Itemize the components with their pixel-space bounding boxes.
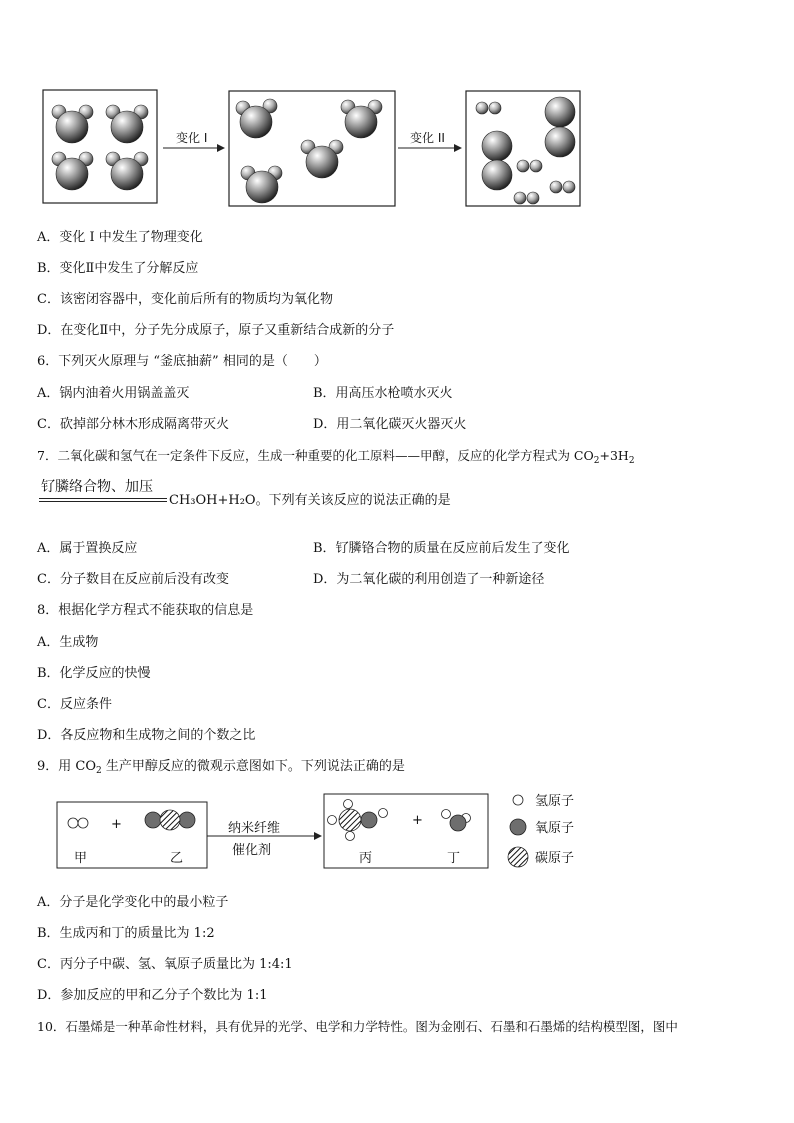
q9-option-b: B．生成丙和丁的质量比为 1:2: [37, 926, 215, 941]
q9-stem: 9．用 $CO_2$ 生产甲醇反应的微观示意图如下。下列说法正确的是: [37, 759, 405, 776]
co2-molecule: [145, 810, 195, 830]
q6-option-d: D．用二氧化碳灭火器灭火: [313, 417, 467, 432]
legend-oxygen-icon: [510, 819, 526, 835]
q7-option-b: B．钌膦铬合物的质量在反应前后发生了变化: [313, 541, 570, 556]
plus-right: +: [412, 813, 423, 828]
q6-option-a: A．锅内油着火用锅盖盖灭: [37, 386, 190, 401]
arrow-change-1-label: 变化 I: [176, 131, 208, 145]
q7-reaction-condition: 钌膦络合物、加压: [41, 479, 153, 495]
q5-option-c: C．该密闭容器中，变化前后所有的物质均为氧化物: [37, 292, 333, 307]
arrow-change-2-label: 变化 II: [410, 131, 445, 145]
q7-option-c: C．分子数目在反应前后没有改变: [37, 572, 229, 587]
q9-option-c: C．丙分子中碳、氢、氧原子质量比为 1:4:1: [37, 957, 293, 972]
q9-option-d: D．参加反应的甲和乙分子个数比为 1:1: [37, 988, 268, 1003]
label-yi: 乙: [170, 851, 184, 866]
q8-option-d: D．各反应物和生成物之间的个数之比: [37, 728, 256, 743]
legend-carbon-icon: [508, 847, 528, 867]
q5-option-a: A．变化 I 中发生了物理变化: [37, 230, 203, 245]
q7-products: CH₃OH+H₂O。下列有关该反应的说法正确的是: [169, 493, 451, 508]
q5-option-b: B．变化Ⅱ中发生了分解反应: [37, 261, 199, 276]
q7-option-a: A．属于置换反应: [37, 541, 138, 556]
label-bing: 丙: [359, 851, 373, 866]
q8-stem: 8．根据化学方程式不能获取的信息是: [37, 603, 254, 618]
label-ding: 丁: [447, 851, 461, 866]
q8-option-b: B．化学反应的快慢: [37, 666, 151, 681]
plus-left: +: [111, 817, 122, 832]
legend-oxygen-label: 氧原子: [535, 821, 575, 836]
q7-option-d: D．为二氧化碳的利用创造了一种新途径: [313, 572, 545, 587]
q6-stem: 6．下列灭火原理与 “釜底抽薪” 相同的是（ ）: [37, 354, 327, 369]
molecule-change-diagram: [0, 80, 794, 215]
legend-hydrogen-label: 氢原子: [535, 794, 575, 809]
q6-option-b: B．用高压水枪喷水灭火: [313, 386, 453, 401]
q8-option-c: C．反应条件: [37, 697, 112, 712]
q7-condition-rule: [39, 498, 167, 502]
label-jia: 甲: [74, 851, 88, 866]
legend-carbon-label: 碳原子: [535, 851, 575, 866]
co2-methanol-diagram: [0, 785, 794, 880]
q8-option-a: A．生成物: [37, 635, 99, 650]
q7-stem: 7．二氧化碳和氢气在一定条件下反应，生成一种重要的化工原料——甲醇，反应的化学方程式为 $CO_2+3H_2$: [37, 448, 635, 466]
catalyst-line2: 催化剂: [232, 843, 272, 858]
q9-option-a: A．分子是化学变化中的最小粒子: [37, 895, 229, 910]
legend-hydrogen-icon: [513, 795, 523, 805]
q6-option-c: C．砍掉部分林木形成隔离带灭火: [37, 417, 229, 432]
catalyst-line1: 纳米纤维: [228, 821, 281, 836]
q5-option-d: D．在变化Ⅱ中，分子先分成原子，原子又重新结合成新的分子: [37, 323, 395, 338]
q10-stem: 10．石墨烯是一种革命性材料，具有优异的光学、电学和力学特性。图为金刚石、石墨和石墨烯的结构模型图，图中: [37, 1019, 678, 1034]
